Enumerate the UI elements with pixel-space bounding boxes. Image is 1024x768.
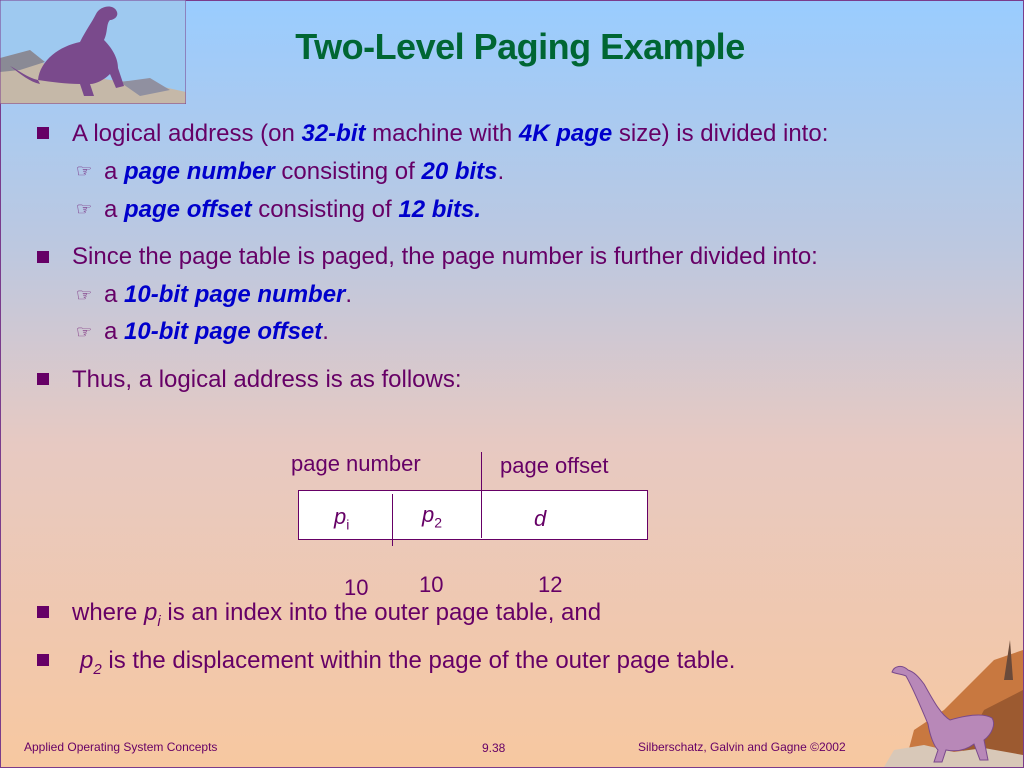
width-label-p-2: 10 — [419, 572, 444, 597]
sub-bullet-page-offset — [104, 196, 481, 224]
bullet-logical-address-follows: Thus, a logical address is as follows: — [72, 366, 462, 393]
sub-bullet-page-number — [104, 158, 504, 186]
text-span: . — [345, 281, 353, 308]
field-d: d — [534, 506, 547, 531]
symbol-p: p — [80, 647, 94, 674]
pointing-hand-icon: ☞ — [76, 199, 93, 219]
bullet-page-table-paged: Since the page table is paged, the page number is further divided into: — [72, 243, 818, 270]
bottom-right-dinosaur-icon — [884, 640, 1023, 767]
field-p-i — [334, 504, 349, 532]
pointing-hand-icon: ☞ — [76, 285, 93, 305]
width-label-d: 12 — [538, 572, 563, 597]
footer-page-number: 9.38 — [482, 741, 506, 755]
text-span: a — [104, 196, 125, 223]
emphasis-10-bit-page-offset: 10-bit page offset — [124, 318, 323, 345]
emphasis-page-number: page number — [124, 158, 275, 185]
bullet-p2-displacement — [80, 647, 735, 678]
text-span: a — [104, 281, 125, 308]
divider-number-offset — [481, 452, 482, 538]
text-span: where — [72, 599, 145, 626]
sub-bullet-10-bit-page-offset — [104, 318, 329, 346]
top-left-dinosaur-icon — [0, 0, 186, 104]
emphasis-20-bits: 20 bits — [421, 158, 498, 185]
sub-bullet-10-bit-page-number — [104, 281, 352, 309]
subscript: i — [346, 516, 350, 533]
pointing-hand-icon: ☞ — [76, 161, 93, 181]
footer-course-title: Applied Operating System Concepts — [24, 740, 218, 754]
text-span: a — [104, 318, 125, 345]
bullet-logical-address — [72, 120, 828, 148]
text-span: . — [497, 158, 505, 185]
bullet-square-icon — [37, 251, 49, 263]
text-span: A logical address (on — [72, 120, 302, 147]
subscript: 2 — [93, 660, 102, 678]
bullet-pi-index — [72, 599, 601, 630]
text-span: a — [104, 158, 125, 185]
bullet-square-icon — [37, 373, 49, 385]
bullet-square-icon — [37, 606, 49, 618]
bullet-square-icon — [37, 127, 49, 139]
symbol-p: p — [144, 599, 158, 626]
diagram-label-page-number: page number — [291, 451, 421, 476]
text-span: machine with — [365, 120, 519, 147]
text-span: is an index into the outer page table, and — [160, 599, 602, 626]
text-span: is the displacement within the page of the outer page table. — [101, 647, 736, 674]
width-label-p-i: 10 — [344, 575, 369, 600]
text-span: consisting of — [251, 196, 399, 223]
text-span: . — [322, 318, 329, 345]
text-span: p — [334, 504, 347, 529]
logical-address-box — [298, 490, 648, 540]
subscript: 2 — [434, 514, 443, 531]
subscript: i — [157, 612, 161, 630]
text-span: p — [422, 502, 435, 527]
field-p-2 — [422, 502, 442, 530]
emphasis-page-offset: page offset — [124, 196, 252, 223]
pointing-hand-icon: ☞ — [76, 322, 93, 342]
emphasis-32-bit: 32-bit — [301, 120, 366, 147]
emphasis-12-bits: 12 bits. — [398, 196, 482, 223]
text-span: size) is divided into: — [612, 120, 829, 147]
emphasis-10-bit-page-number: 10-bit page number — [124, 281, 346, 308]
bullet-square-icon — [37, 654, 49, 666]
diagram-label-page-offset: page offset — [500, 453, 609, 478]
text-span: consisting of — [274, 158, 422, 185]
footer-copyright: Silberschatz, Galvin and Gagne ©2002 — [638, 740, 846, 754]
divider-p1-p2 — [392, 494, 393, 546]
emphasis-4k-page: 4K page — [518, 120, 613, 147]
slide-title: Two-Level Paging Example — [295, 26, 745, 67]
